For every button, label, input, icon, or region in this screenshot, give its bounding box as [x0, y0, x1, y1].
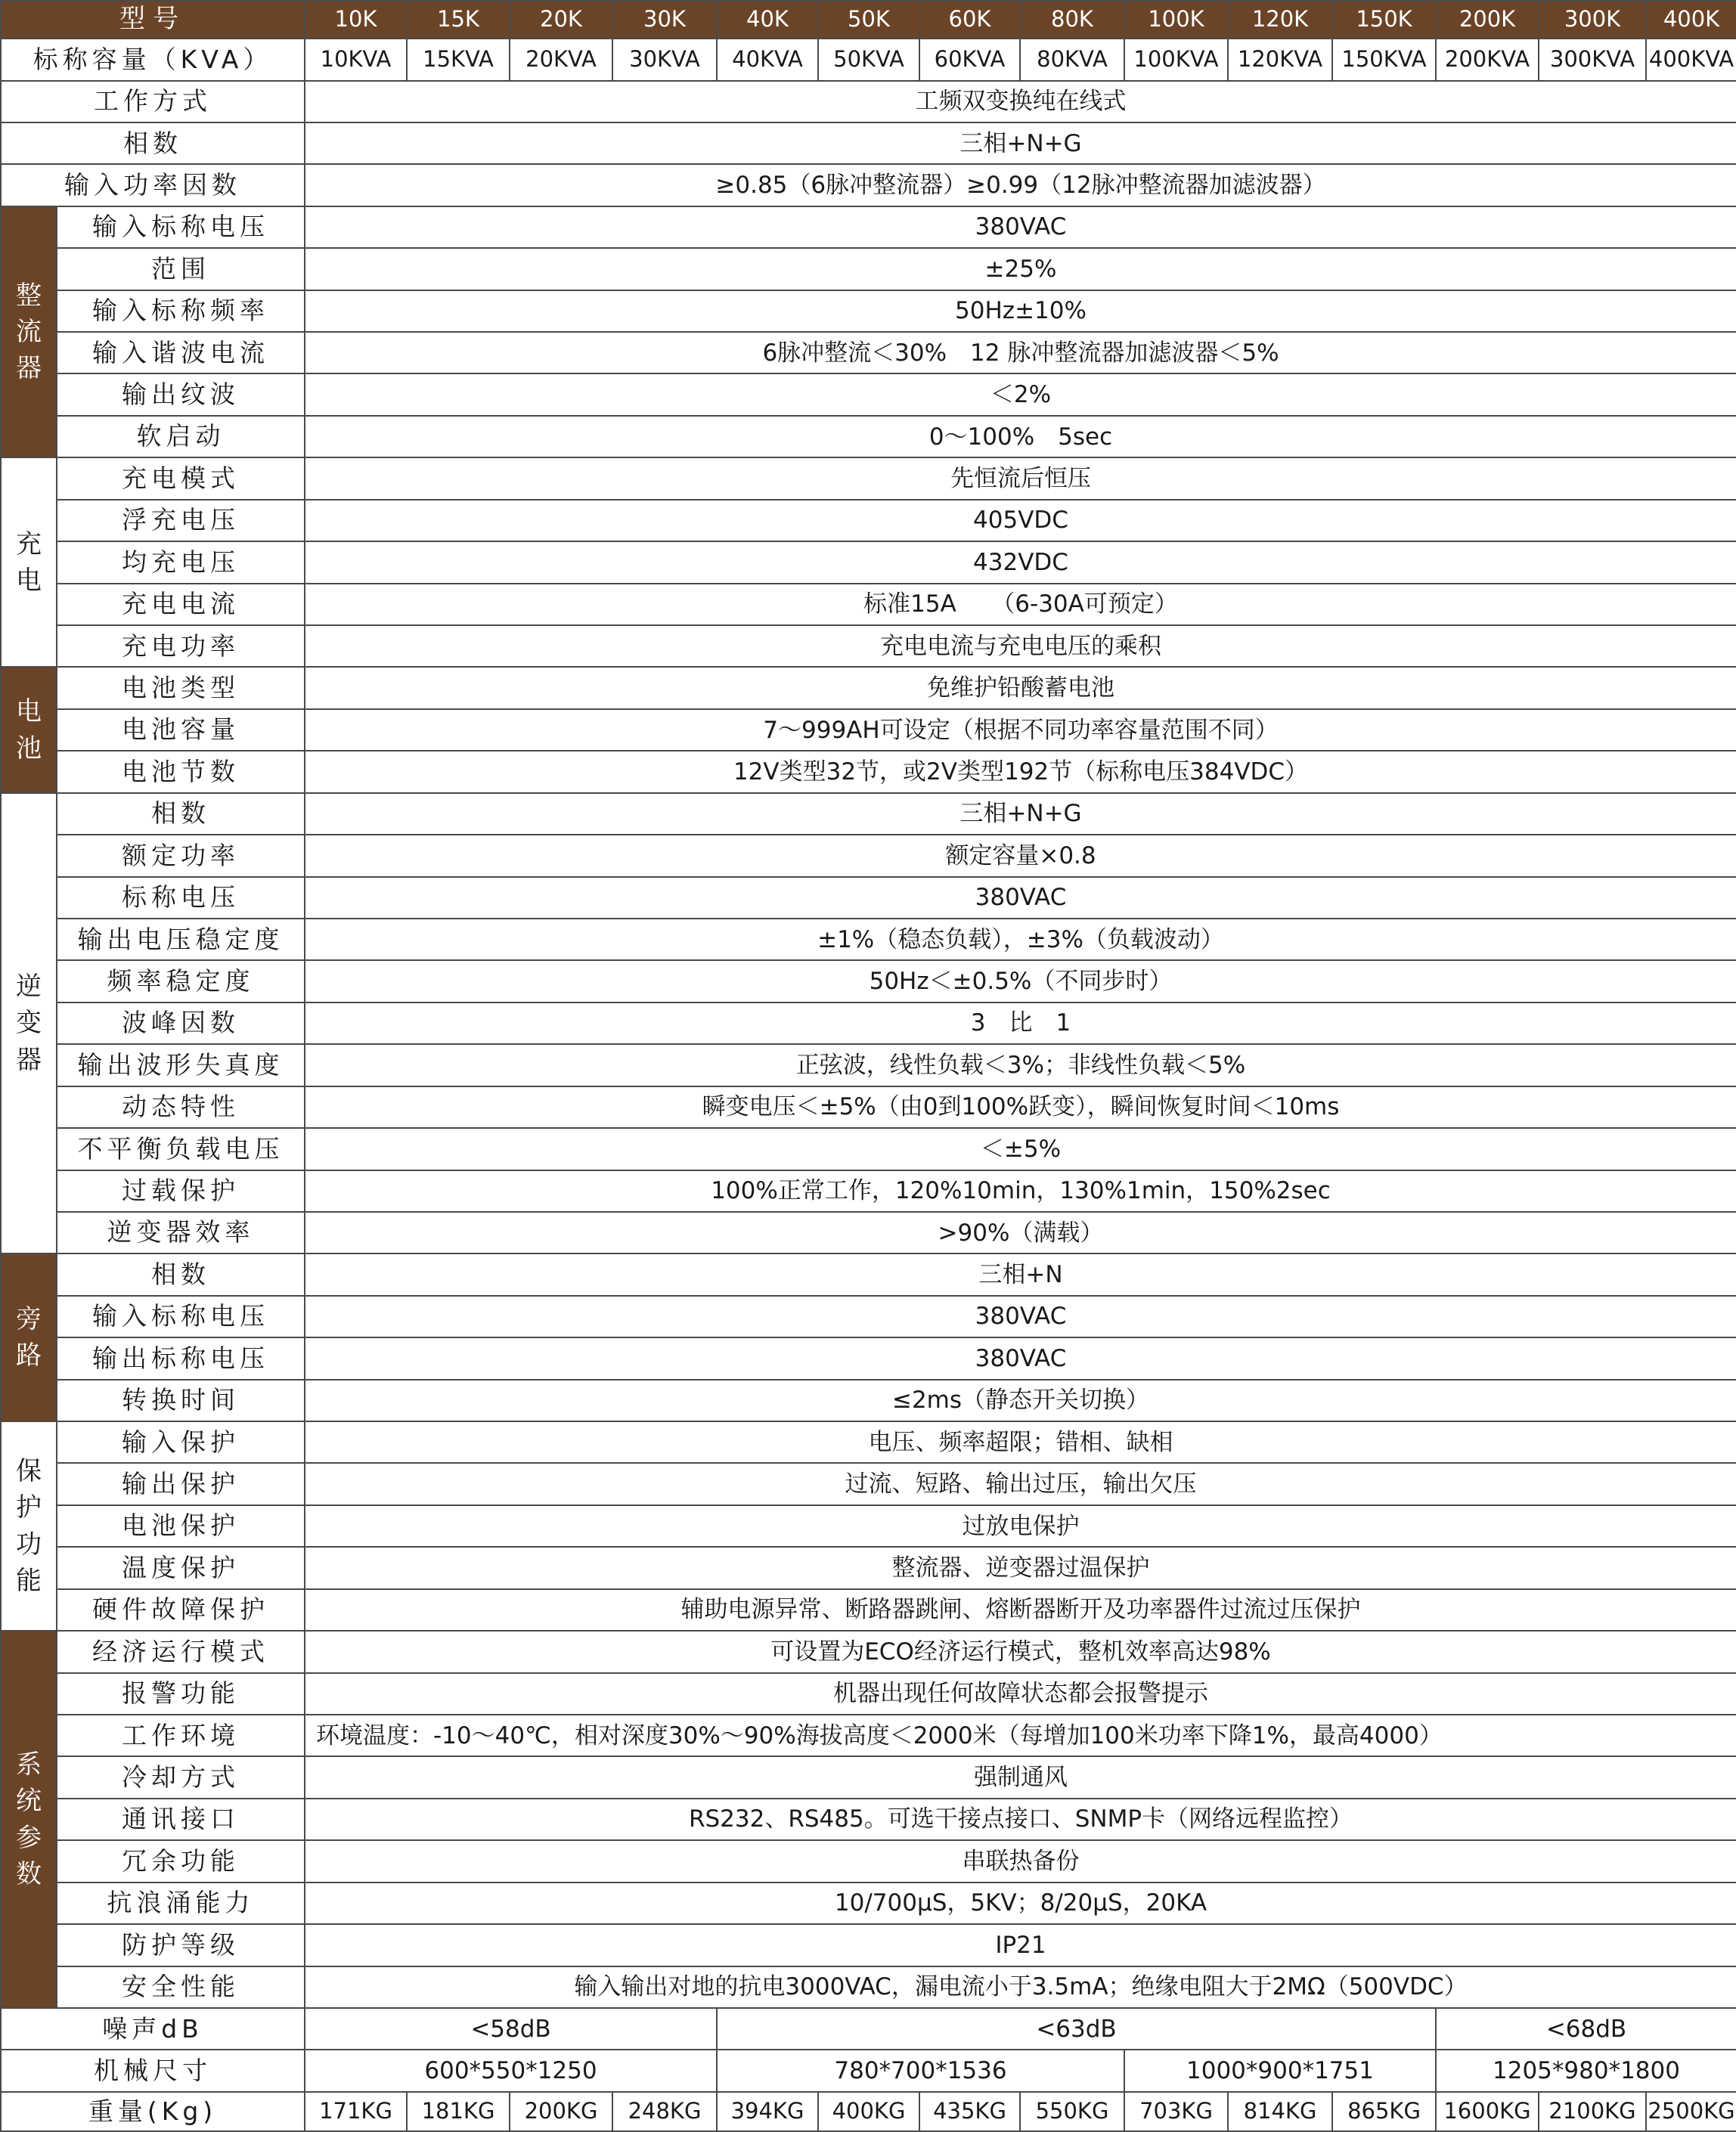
- group-row: [1, 206, 1736, 248]
- weight-cell: 2500KG: [1646, 2092, 1736, 2131]
- group-row: [1, 1170, 1736, 1212]
- param-value: 380VAC: [305, 1296, 1736, 1337]
- weight-cell: 248KG: [612, 2092, 717, 2131]
- group-row: [1, 1505, 1736, 1547]
- group-row: [1, 1337, 1736, 1379]
- param-label: 额定功率: [57, 835, 305, 876]
- group-row: [1, 1631, 1736, 1672]
- param-label: 输入功率因数: [1, 164, 305, 206]
- param-value: 380VAC: [305, 206, 1736, 248]
- capacity-cell: 20KVA: [510, 39, 612, 80]
- model-header-cell: 120K: [1228, 1, 1332, 39]
- model-header-cell: 400K: [1646, 1, 1736, 39]
- param-label: 输入标称频率: [57, 290, 305, 332]
- group-row: [1, 1547, 1736, 1588]
- param-value: ＜±5%: [305, 1128, 1736, 1170]
- param-label: 输出波形失真度: [57, 1044, 305, 1086]
- group-row: [1, 1086, 1736, 1128]
- param-label: 温度保护: [57, 1547, 305, 1588]
- capacity-cell: 30KVA: [612, 39, 717, 80]
- param-value: 可设置为ECO经济运行模式，整机效率高达98%: [305, 1631, 1736, 1672]
- model-header-cell: 15K: [407, 1, 510, 39]
- param-label: 输入谐波电流: [57, 332, 305, 373]
- param-label: 波峰因数: [57, 1002, 305, 1044]
- param-label: 输出保护: [57, 1463, 305, 1504]
- param-value: 串联热备份: [305, 1840, 1736, 1882]
- capacity-cell: 100KVA: [1124, 39, 1228, 80]
- capacity-cell: 15KVA: [407, 39, 510, 80]
- param-label: 电池类型: [57, 667, 305, 708]
- capacity-cell: 80KVA: [1020, 39, 1124, 80]
- param-label: 电池节数: [57, 751, 305, 792]
- group-row: [1, 1002, 1736, 1044]
- param-value: 免维护铅酸蓄电池: [305, 667, 1736, 708]
- model-header-cell: 60K: [919, 1, 1020, 39]
- capacity-label: 标称容量（KVA）: [1, 39, 305, 80]
- param-label: 充电模式: [57, 457, 305, 499]
- model-header-cell: 100K: [1124, 1, 1228, 39]
- param-value: 电压、频率超限；错相、缺相: [305, 1421, 1736, 1463]
- dimensions-label: 机械尺寸: [1, 2050, 305, 2091]
- param-label: 充电电流: [57, 584, 305, 625]
- weight-cell: 181KG: [407, 2092, 510, 2131]
- noise-cell: <63dB: [717, 2008, 1436, 2050]
- group-row: [1, 1715, 1736, 1756]
- group-label: 系统参数: [1, 1631, 57, 2008]
- general-row: [1, 81, 1736, 122]
- param-value: 380VAC: [305, 1337, 1736, 1379]
- general-row: [1, 164, 1736, 206]
- group-row: [1, 667, 1736, 708]
- param-label: 浮充电压: [57, 500, 305, 541]
- group-row: [1, 1421, 1736, 1463]
- param-value: 额定容量×0.8: [305, 835, 1736, 876]
- weight-label: 重量(Kg): [1, 2092, 305, 2131]
- param-label: 逆变器效率: [57, 1212, 305, 1253]
- param-value: 充电电流与充电电压的乘积: [305, 625, 1736, 667]
- capacity-row: [1, 39, 1736, 80]
- noise-row: [1, 2008, 1736, 2050]
- param-label: 转换时间: [57, 1380, 305, 1421]
- group-row: [1, 1212, 1736, 1253]
- capacity-cell: 10KVA: [305, 39, 407, 80]
- param-value: 瞬变电压＜±5%（由0到100%跃变），瞬间恢复时间＜10ms: [305, 1086, 1736, 1128]
- param-label: 工作环境: [57, 1715, 305, 1756]
- param-label: 工作方式: [1, 81, 305, 122]
- group-row: [1, 1966, 1736, 2008]
- group-row: [1, 1756, 1736, 1798]
- param-label: 标称电压: [57, 877, 305, 919]
- group-row: [1, 500, 1736, 541]
- param-value: ＜2%: [305, 373, 1736, 415]
- param-label: 安全性能: [57, 1966, 305, 2008]
- param-value: ±1%（稳态负载），±3%（负载波动）: [305, 919, 1736, 960]
- param-label: 软启动: [57, 416, 305, 457]
- model-header-cell: 50K: [818, 1, 919, 39]
- weight-cell: 865KG: [1332, 2092, 1436, 2131]
- param-label: 输入保护: [57, 1421, 305, 1463]
- param-label: 电池保护: [57, 1505, 305, 1547]
- group-row: [1, 877, 1736, 919]
- model-header-cell: 80K: [1020, 1, 1124, 39]
- group-row: [1, 416, 1736, 457]
- param-label: 输入标称电压: [57, 1296, 305, 1337]
- model-header-cell: 40K: [717, 1, 818, 39]
- param-value: ≥0.85（6脉冲整流器）≥0.99（12脉冲整流器加滤波器）: [305, 164, 1736, 206]
- capacity-cell: 60KVA: [919, 39, 1020, 80]
- param-value: 6脉冲整流＜30% 12 脉冲整流器加滤波器＜5%: [305, 332, 1736, 373]
- param-label: 硬件故障保护: [57, 1589, 305, 1631]
- capacity-cell: 50KVA: [818, 39, 919, 80]
- capacity-cell: 200KVA: [1436, 39, 1539, 80]
- group-row: [1, 709, 1736, 751]
- param-value: ≤2ms（静态开关切换）: [305, 1380, 1736, 1421]
- weight-cell: 171KG: [305, 2092, 407, 2131]
- param-label: 报警功能: [57, 1673, 305, 1715]
- param-label: 充电功率: [57, 625, 305, 667]
- group-row: [1, 793, 1736, 835]
- group-row: [1, 835, 1736, 876]
- model-header-cell: 10K: [305, 1, 407, 39]
- param-value: 405VDC: [305, 500, 1736, 541]
- param-label: 相数: [57, 1253, 305, 1295]
- param-label: 范围: [57, 248, 305, 290]
- param-value: RS232、RS485。可选干接点接口、SNMP卡（网络远程监控）: [305, 1799, 1736, 1840]
- param-value: ±25%: [305, 248, 1736, 290]
- weight-cell: 2100KG: [1539, 2092, 1646, 2131]
- param-value: 0～100% 5sec: [305, 416, 1736, 457]
- param-value: 7～999AH可设定（根据不同功率容量范围不同）: [305, 709, 1736, 751]
- group-row: [1, 1044, 1736, 1086]
- weight-cell: 400KG: [818, 2092, 919, 2131]
- group-row: [1, 751, 1736, 792]
- param-value: 三相+N: [305, 1253, 1736, 1295]
- dimensions-cell: 600*550*1250: [305, 2050, 717, 2091]
- group-row: [1, 919, 1736, 960]
- group-label: 整流器: [1, 206, 57, 458]
- param-value: 标准15A （6-30A可预定）: [305, 584, 1736, 625]
- param-value: 三相+N+G: [305, 793, 1736, 835]
- param-label: 经济运行模式: [57, 1631, 305, 1672]
- group-label: 充电: [1, 457, 57, 667]
- param-label: 通讯接口: [57, 1799, 305, 1840]
- group-label: 保护功能: [1, 1421, 57, 1631]
- param-value: 12V类型32节，或2V类型192节（标称电压384VDC）: [305, 751, 1736, 792]
- group-row: [1, 1799, 1736, 1840]
- param-label: 输出电压稳定度: [57, 919, 305, 960]
- weight-row: [1, 2092, 1736, 2131]
- header-row: [1, 1, 1736, 39]
- group-row: [1, 1883, 1736, 1924]
- param-value: 50Hz＜±0.5%（不同步时）: [305, 960, 1736, 1002]
- group-label: 电池: [1, 667, 57, 792]
- param-label: 抗浪涌能力: [57, 1883, 305, 1924]
- capacity-cell: 40KVA: [717, 39, 818, 80]
- param-value: 环境温度：-10～40℃，相对深度30%～90%海拔高度＜2000米（每增加100米功率下降1%，最高4000）: [305, 1715, 1736, 1756]
- group-label: 逆变器: [1, 793, 57, 1254]
- weight-cell: 814KG: [1228, 2092, 1332, 2131]
- param-value: 过放电保护: [305, 1505, 1736, 1547]
- param-value: 3 比 1: [305, 1002, 1736, 1044]
- model-header-cell: 150K: [1332, 1, 1436, 39]
- group-row: [1, 248, 1736, 290]
- capacity-cell: 300KVA: [1539, 39, 1646, 80]
- model-header-cell: 300K: [1539, 1, 1646, 39]
- group-row: [1, 625, 1736, 667]
- weight-cell: 435KG: [919, 2092, 1020, 2131]
- weight-cell: 200KG: [510, 2092, 612, 2131]
- param-value: 工频双变换纯在线式: [305, 81, 1736, 122]
- dimensions-cell: 780*700*1536: [717, 2050, 1124, 2091]
- param-value: 50Hz±10%: [305, 290, 1736, 332]
- group-row: [1, 584, 1736, 625]
- dimensions-cell: 1205*980*1800: [1436, 2050, 1736, 2091]
- noise-cell: <58dB: [305, 2008, 717, 2050]
- capacity-cell: 150KVA: [1332, 39, 1436, 80]
- group-row: [1, 332, 1736, 373]
- param-value: 辅助电源异常、断路器跳闸、熔断器断开及功率器件过流过压保护: [305, 1589, 1736, 1631]
- param-value: 整流器、逆变器过温保护: [305, 1547, 1736, 1588]
- group-row: [1, 1463, 1736, 1504]
- param-label: 相数: [57, 793, 305, 835]
- param-label: 冷却方式: [57, 1756, 305, 1798]
- group-row: [1, 541, 1736, 583]
- param-value: 10/700μS，5KV；8/20μS，20KA: [305, 1883, 1736, 1924]
- param-label: 不平衡负载电压: [57, 1128, 305, 1170]
- group-row: [1, 1128, 1736, 1170]
- param-value: 三相+N+G: [305, 122, 1736, 164]
- group-row: [1, 290, 1736, 332]
- param-label: 相数: [1, 122, 305, 164]
- dimensions-row: [1, 2050, 1736, 2091]
- param-value: 432VDC: [305, 541, 1736, 583]
- param-label: 冗余功能: [57, 1840, 305, 1882]
- param-value: 先恒流后恒压: [305, 457, 1736, 499]
- param-label: 防护等级: [57, 1924, 305, 1966]
- weight-cell: 703KG: [1124, 2092, 1228, 2131]
- group-row: [1, 373, 1736, 415]
- weight-cell: 1600KG: [1436, 2092, 1539, 2131]
- model-header-cell: 20K: [510, 1, 612, 39]
- param-label: 均充电压: [57, 541, 305, 583]
- general-row: [1, 122, 1736, 164]
- param-value: 380VAC: [305, 877, 1736, 919]
- param-value: 正弦波，线性负载＜3%；非线性负载＜5%: [305, 1044, 1736, 1086]
- param-label: 电池容量: [57, 709, 305, 751]
- group-label: 旁路: [1, 1253, 57, 1421]
- group-row: [1, 1296, 1736, 1337]
- param-value: IP21: [305, 1924, 1736, 1966]
- model-header-cell: 30K: [612, 1, 717, 39]
- param-label: 输出标称电压: [57, 1337, 305, 1379]
- param-value: 机器出现任何故障状态都会报警提示: [305, 1673, 1736, 1715]
- group-row: [1, 457, 1736, 499]
- capacity-cell: 400KVA: [1646, 39, 1736, 80]
- group-row: [1, 1673, 1736, 1715]
- param-value: 过流、短路、输出过压，输出欠压: [305, 1463, 1736, 1504]
- param-label: 过载保护: [57, 1170, 305, 1212]
- param-label: 动态特性: [57, 1086, 305, 1128]
- weight-cell: 550KG: [1020, 2092, 1124, 2131]
- noise-label: 噪声dB: [1, 2008, 305, 2050]
- param-value: 100%正常工作，120%10min，130%1min，150%2sec: [305, 1170, 1736, 1212]
- group-row: [1, 1589, 1736, 1631]
- param-value: >90%（满载）: [305, 1212, 1736, 1253]
- model-header-title: 型号: [1, 1, 305, 39]
- weight-cell: 394KG: [717, 2092, 818, 2131]
- param-label: 输出纹波: [57, 373, 305, 415]
- param-value: 输入输出对地的抗电3000VAC，漏电流小于3.5mA；绝缘电阻大于2MΩ（500VDC）: [305, 1966, 1736, 2008]
- noise-cell: <68dB: [1436, 2008, 1736, 2050]
- group-row: [1, 1253, 1736, 1295]
- param-value: 强制通风: [305, 1756, 1736, 1798]
- group-row: [1, 1924, 1736, 1966]
- dimensions-cell: 1000*900*1751: [1124, 2050, 1436, 2091]
- model-header-cell: 200K: [1436, 1, 1539, 39]
- param-label: 频率稳定度: [57, 960, 305, 1002]
- capacity-cell: 120KVA: [1228, 39, 1332, 80]
- group-row: [1, 1840, 1736, 1882]
- param-label: 输入标称电压: [57, 206, 305, 248]
- group-row: [1, 960, 1736, 1002]
- group-row: [1, 1380, 1736, 1421]
